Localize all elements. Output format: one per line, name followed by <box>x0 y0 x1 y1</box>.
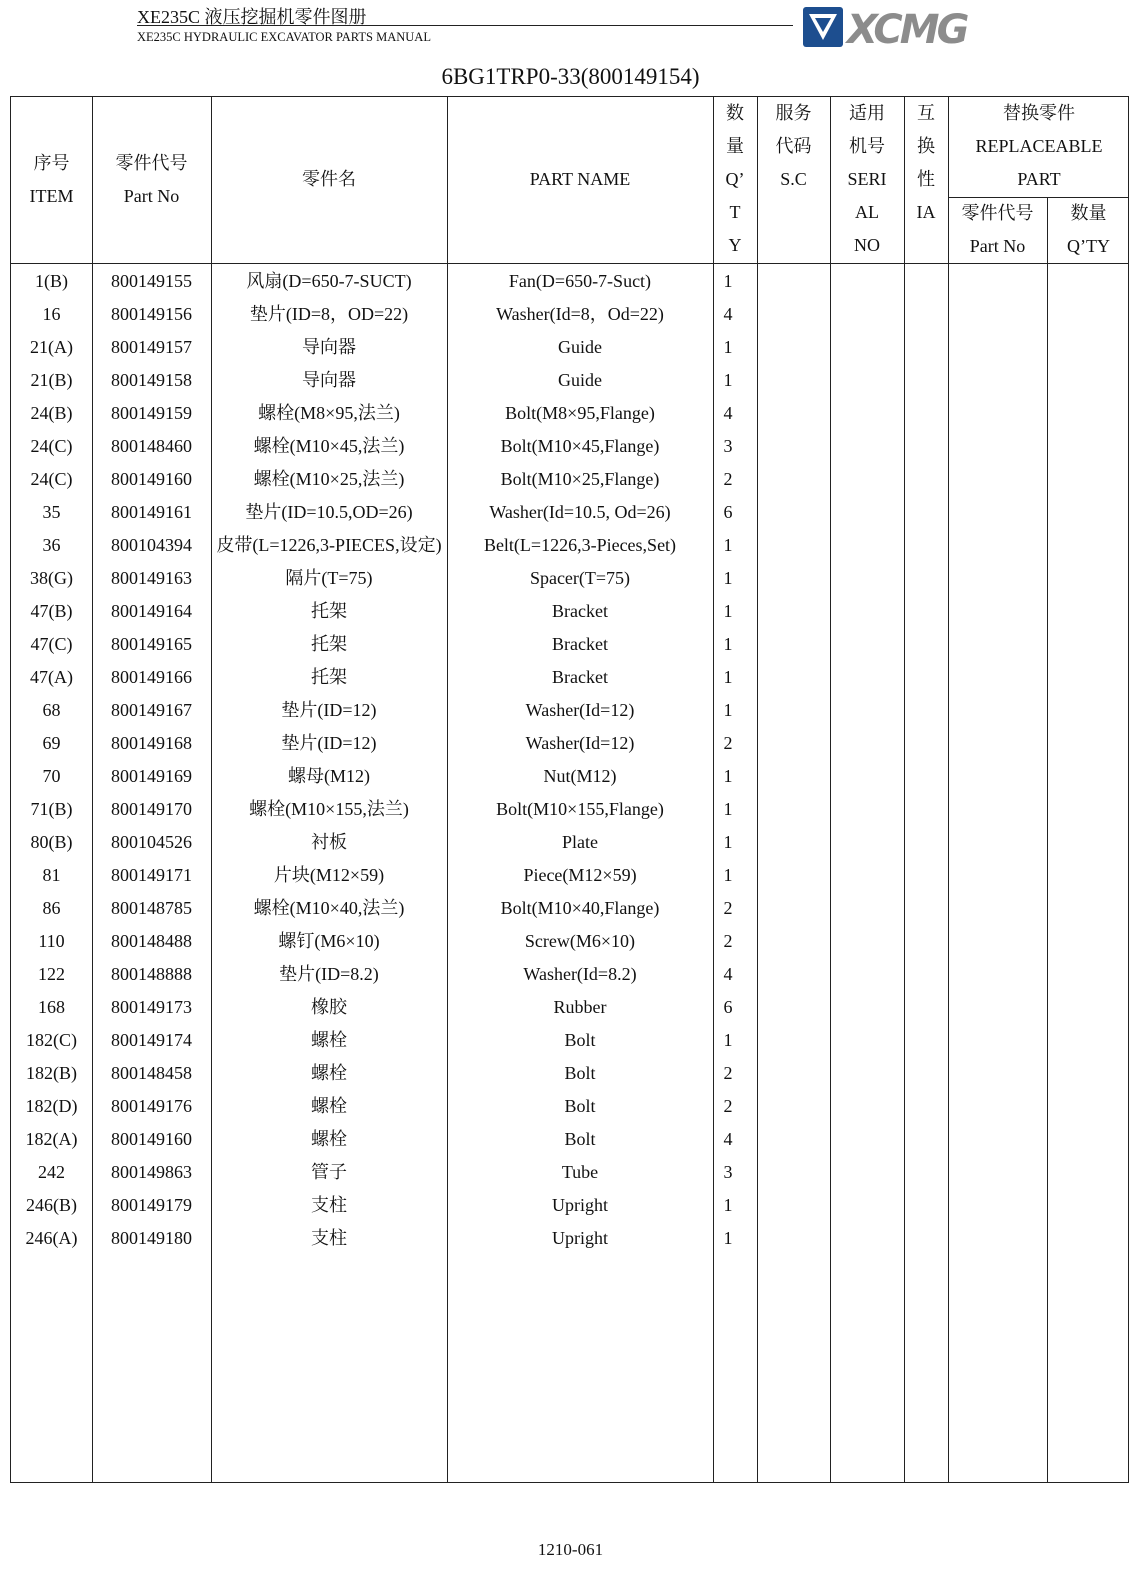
cell-name-cn: 螺栓 <box>311 1096 347 1116</box>
table-row <box>11 727 1128 760</box>
cell-name-en: Fan(D=650-7-Suct) <box>508 271 652 291</box>
table-row <box>11 826 1128 859</box>
cell-qty: 3 <box>723 1162 733 1182</box>
cell-part-no: 800149158 <box>111 370 192 390</box>
cell-item: 24(C) <box>30 436 73 456</box>
table-row <box>11 496 1128 529</box>
cell-qty: 1 <box>723 271 733 291</box>
cell-name-cn: 螺栓(M10×45,法兰) <box>253 436 405 456</box>
cell-qty: 2 <box>723 898 733 918</box>
table-row <box>11 958 1128 991</box>
table-row <box>11 760 1128 793</box>
page-number: 1210-061 <box>537 1540 604 1559</box>
cell-item: 81 <box>42 865 61 885</box>
cell-item: 21(A) <box>30 337 73 357</box>
cell-name-en: Bolt <box>564 1030 596 1050</box>
cell-name-en: Bracket <box>552 601 608 621</box>
cell-name-cn: 螺栓(M10×155,法兰) <box>249 799 409 819</box>
cell-name-en: Bolt <box>564 1129 596 1149</box>
cell-item: 182(D) <box>25 1096 78 1116</box>
cell-part-no: 800149180 <box>111 1228 192 1248</box>
cell-qty: 2 <box>723 1063 733 1083</box>
cell-name-cn: 垫片(ID=12) <box>281 700 377 720</box>
cell-name-en: Tube <box>561 1162 599 1182</box>
cell-qty: 1 <box>723 535 733 555</box>
cell-item: 242 <box>38 1162 65 1182</box>
table-row <box>11 1024 1128 1057</box>
table-row <box>11 793 1128 826</box>
cell-part-no: 800149168 <box>111 733 192 753</box>
cell-part-no: 800149863 <box>111 1162 192 1182</box>
cell-qty: 4 <box>723 964 733 984</box>
header-name-cn: 零件名 <box>302 169 356 189</box>
manual-title-en: XE235C HYDRAULIC EXCAVATOR PARTS MANUAL <box>137 30 431 44</box>
cell-qty: 1 <box>723 568 733 588</box>
table-row <box>11 430 1128 463</box>
cell-name-en: Washer(Id=12) <box>525 700 635 720</box>
cell-name-cn: 螺栓 <box>311 1030 347 1050</box>
cell-item: 47(B) <box>30 601 73 621</box>
cell-name-en: Guide <box>558 337 602 357</box>
cell-part-no: 800149179 <box>111 1195 192 1215</box>
cell-part-no: 800149160 <box>111 469 192 489</box>
cell-item: 70 <box>42 766 61 786</box>
cell-qty: 1 <box>723 799 733 819</box>
cell-qty: 2 <box>723 733 733 753</box>
table-row <box>11 1222 1128 1255</box>
cell-part-no: 800149166 <box>111 667 192 687</box>
table-row <box>11 562 1128 595</box>
cell-qty: 1 <box>723 865 733 885</box>
cell-name-cn: 垫片(ID=8.2) <box>279 964 379 984</box>
cell-item: 47(C) <box>30 634 73 654</box>
cell-part-no: 800104394 <box>111 535 192 555</box>
table-row <box>11 892 1128 925</box>
header-name-en: PART NAME <box>529 169 631 189</box>
header-serial-no: 适用 机号 SERI AL NO <box>847 103 887 255</box>
cell-name-en: Upright <box>552 1228 608 1248</box>
cell-qty: 6 <box>723 997 733 1017</box>
header-replaceable-part: 替换零件 REPLACEABLE PART <box>975 103 1103 189</box>
cell-item: 246(B) <box>26 1195 77 1215</box>
cell-qty: 2 <box>723 931 733 951</box>
cell-name-en: Bolt(M10×45,Flange) <box>500 436 660 456</box>
cell-name-cn: 托架 <box>311 634 347 654</box>
table-row <box>11 463 1128 496</box>
table-row <box>11 859 1128 892</box>
header-replace-part-no: 零件代号 Part No <box>961 203 1034 256</box>
cell-qty: 2 <box>723 1096 733 1116</box>
cell-part-no: 800148460 <box>111 436 192 456</box>
cell-name-cn: 螺栓(M8×95,法兰) <box>258 403 400 423</box>
cell-qty: 1 <box>723 667 733 687</box>
cell-name-en: Bolt(M10×155,Flange) <box>496 799 664 819</box>
cell-item: 21(B) <box>30 370 73 390</box>
cell-part-no: 800148488 <box>111 931 192 951</box>
header-service-code: 服务 代码 S.C <box>775 103 812 189</box>
cell-name-en: Rubber <box>553 997 607 1017</box>
table-row <box>11 925 1128 958</box>
cell-name-en: Bolt(M8×95,Flange) <box>505 403 655 423</box>
cell-part-no: 800149169 <box>111 766 192 786</box>
cell-qty: 1 <box>723 766 733 786</box>
header-item: 序号 ITEM <box>29 153 74 206</box>
cell-name-cn: 风扇(D=650-7-SUCT) <box>246 271 412 291</box>
cell-qty: 1 <box>723 832 733 852</box>
header-part-no: 零件代号 Part No <box>115 153 188 206</box>
xcmg-logo <box>803 6 999 48</box>
cell-item: 68 <box>42 700 61 720</box>
cell-qty: 1 <box>723 1030 733 1050</box>
cell-name-cn: 螺钉(M6×10) <box>278 931 380 951</box>
cell-part-no: 800149164 <box>111 601 192 621</box>
header-interchangeability: 互 换 性 IA <box>916 103 936 222</box>
cell-name-cn: 导向器 <box>302 370 356 390</box>
logo-wordmark: XCMG <box>847 7 967 48</box>
table-row <box>11 694 1128 727</box>
cell-qty: 1 <box>723 370 733 390</box>
cell-item: 80(B) <box>30 832 73 852</box>
parts-table <box>10 96 1129 1483</box>
cell-qty: 1 <box>723 700 733 720</box>
cell-item: 24(C) <box>30 469 73 489</box>
cell-part-no: 800149155 <box>111 271 192 291</box>
cell-qty: 6 <box>723 502 733 522</box>
cell-name-cn: 托架 <box>311 667 347 687</box>
table-row <box>11 1057 1128 1090</box>
header-replace-qty: 数量 Q’TY <box>1067 203 1110 256</box>
cell-name-en: Plate <box>562 832 598 852</box>
table-row <box>11 265 1128 298</box>
cell-qty: 4 <box>723 304 733 324</box>
cell-name-cn: 螺母(M12) <box>288 766 370 786</box>
cell-part-no: 800149160 <box>111 1129 192 1149</box>
cell-item: 35 <box>42 502 61 522</box>
cell-item: 182(B) <box>26 1063 77 1083</box>
cell-part-no: 800149159 <box>111 403 192 423</box>
cell-qty: 4 <box>723 1129 733 1149</box>
cell-item: 182(A) <box>25 1129 78 1149</box>
cell-part-no: 800148888 <box>111 964 192 984</box>
cell-item: 246(A) <box>25 1228 78 1248</box>
cell-name-cn: 螺栓 <box>311 1063 347 1083</box>
cell-part-no: 800149174 <box>111 1030 192 1050</box>
cell-item: 86 <box>42 898 61 918</box>
cell-name-en: Upright <box>552 1195 608 1215</box>
cell-name-en: Bracket <box>552 634 608 654</box>
cell-qty: 4 <box>723 403 733 423</box>
cell-name-cn: 支柱 <box>311 1195 347 1215</box>
cell-name-en: Guide <box>558 370 602 390</box>
cell-part-no: 800149157 <box>111 337 192 357</box>
cell-part-no: 800148785 <box>111 898 192 918</box>
table-row <box>11 529 1128 562</box>
table-row <box>11 661 1128 694</box>
table-row <box>11 595 1128 628</box>
cell-qty: 3 <box>723 436 733 456</box>
cell-item: 69 <box>42 733 61 753</box>
cell-item: 110 <box>38 931 65 951</box>
table-row <box>11 1156 1128 1189</box>
cell-name-cn: 导向器 <box>302 337 356 357</box>
cell-qty: 2 <box>723 469 733 489</box>
cell-part-no: 800149173 <box>111 997 192 1017</box>
cell-name-cn: 管子 <box>311 1162 347 1182</box>
cell-part-no: 800104526 <box>111 832 192 852</box>
cell-name-cn: 螺栓(M10×25,法兰) <box>253 469 405 489</box>
cell-qty: 1 <box>723 601 733 621</box>
header-divider <box>11 263 1128 264</box>
cell-name-en: Spacer(T=75) <box>529 568 631 588</box>
cell-name-en: Washer(Id=10.5, Od=26) <box>489 502 671 522</box>
cell-name-en: Washer(Id=8，Od=22) <box>496 304 664 324</box>
cell-part-no: 800149171 <box>111 865 192 885</box>
table-row <box>11 397 1128 430</box>
cell-name-cn: 螺栓 <box>311 1129 347 1149</box>
cell-name-en: Bolt <box>564 1063 596 1083</box>
cell-item: 47(A) <box>30 667 73 687</box>
table-row <box>11 991 1128 1024</box>
cell-part-no: 800149156 <box>111 304 192 324</box>
cell-name-en: Bolt(M10×40,Flange) <box>500 898 660 918</box>
cell-part-no: 800149176 <box>111 1096 192 1116</box>
cell-name-en: Nut(M12) <box>543 766 617 786</box>
cell-name-en: Belt(L=1226,3-Pieces,Set) <box>483 535 677 555</box>
cell-name-en: Bolt <box>564 1096 596 1116</box>
cell-name-en: Bracket <box>552 667 608 687</box>
cell-part-no: 800149161 <box>111 502 192 522</box>
cell-item: 168 <box>38 997 65 1017</box>
cell-item: 71(B) <box>30 799 73 819</box>
table-row <box>11 331 1128 364</box>
cell-name-cn: 垫片(ID=12) <box>281 733 377 753</box>
cell-name-cn: 支柱 <box>311 1228 347 1248</box>
cell-name-en: Piece(M12×59) <box>523 865 637 885</box>
table-row <box>11 628 1128 661</box>
cell-name-cn: 垫片(ID=8，OD=22) <box>249 304 409 324</box>
cell-item: 36 <box>42 535 61 555</box>
cell-item: 16 <box>42 304 61 324</box>
cell-item: 122 <box>38 964 65 984</box>
table-row <box>11 1189 1128 1222</box>
document-title: 6BG1TRP0-33(800149154) <box>441 64 700 89</box>
cell-name-cn: 垫片(ID=10.5,OD=26) <box>245 502 413 522</box>
cell-qty: 1 <box>723 337 733 357</box>
cell-name-cn: 隔片(T=75) <box>285 568 373 588</box>
table-row <box>11 1123 1128 1156</box>
cell-qty: 1 <box>723 1228 733 1248</box>
cell-name-en: Washer(Id=8.2) <box>523 964 637 984</box>
cell-name-en: Washer(Id=12) <box>525 733 635 753</box>
cell-part-no: 800149170 <box>111 799 192 819</box>
table-row <box>11 1090 1128 1123</box>
cell-name-cn: 皮带(L=1226,3-PIECES,设定) <box>216 535 442 555</box>
cell-name-en: Bolt(M10×25,Flange) <box>500 469 660 489</box>
cell-part-no: 800148458 <box>111 1063 192 1083</box>
table-row <box>11 298 1128 331</box>
header-qty: 数 量 Q’ T Y <box>725 103 745 255</box>
cell-part-no: 800149163 <box>111 568 192 588</box>
cell-item: 182(C) <box>26 1030 77 1050</box>
cell-qty: 1 <box>723 1195 733 1215</box>
cell-name-cn: 橡胶 <box>311 997 347 1017</box>
cell-part-no: 800149167 <box>111 700 192 720</box>
cell-name-cn: 片块(M12×59) <box>273 865 385 885</box>
cell-item: 1(B) <box>35 271 68 291</box>
table-row <box>11 364 1128 397</box>
cell-part-no: 800149165 <box>111 634 192 654</box>
cell-item: 24(B) <box>30 403 73 423</box>
cell-qty: 1 <box>723 634 733 654</box>
manual-title-cn: XE235C 液压挖掘机零件图册 <box>137 7 367 27</box>
header-rule <box>137 25 793 26</box>
cell-name-cn: 托架 <box>311 601 347 621</box>
cell-name-cn: 螺栓(M10×40,法兰) <box>253 898 405 918</box>
cell-name-cn: 衬板 <box>311 832 347 852</box>
cell-item: 38(G) <box>30 568 73 588</box>
cell-name-en: Screw(M6×10) <box>524 931 636 951</box>
